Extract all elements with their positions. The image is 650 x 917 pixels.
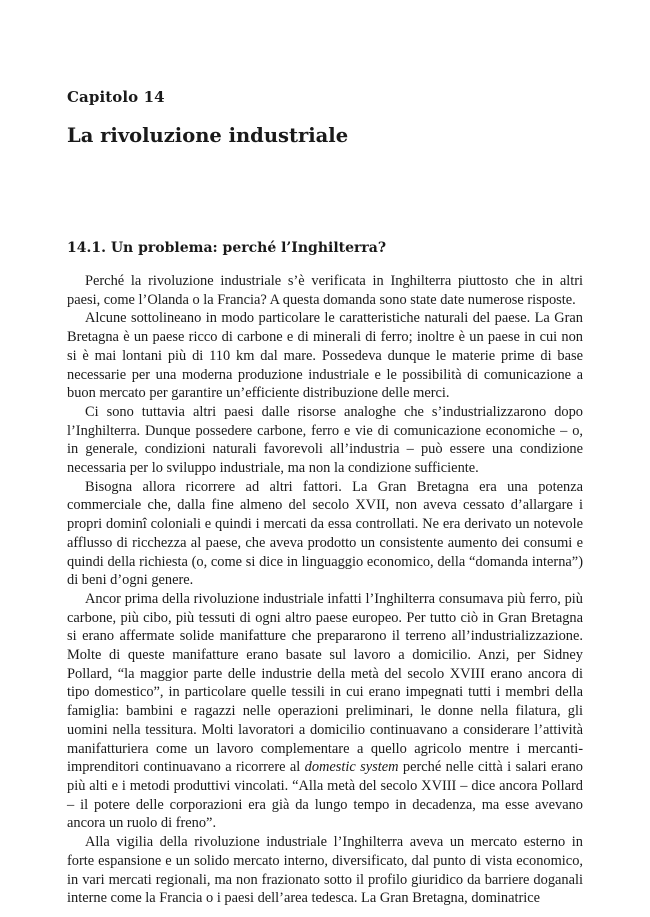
body-text (67, 272, 583, 908)
paragraph-2: Alcune sottolineano in modo particolare le caratteristiche naturali del paese. La Gran Bretagna è un paese ricco di carbone e di minerali di ferro; inoltre è un paese in cui non si è mai lontani più di 110 km dal mare. Possedeva dunque le materie prime di base necessarie per una moderna produzione industriale e le possibilità di comunicazione a buon mercato per garantire un’efficiente distribuzione delle merci. (67, 310, 583, 402)
section-heading: 14.1. Un problema: perché l’Inghilterra? (67, 240, 387, 256)
paragraph-3: Ci sono tuttavia altri paesi dalle risorse analoghe che s’industrializzarono dopo l’Inghilterra. Dunque possedere carbone, ferro e vie di comunicazione economiche – o, in generale, condizioni naturali favorevoli all’industria – può essere una condizione necessaria per lo sviluppo industriale, ma non la condizione sufficiente. (67, 403, 583, 477)
chapter-label: Capitolo 14 (67, 88, 165, 106)
paragraph-4: Bisogna allora ricorrere ad altri fattori. La Gran Bretagna era una potenza commerciale che, dalla fine almeno del secolo XVII, non aveva cessato d’allargare i propri dominî coloniali e quindi i mercati da essa controllati. Ne era derivato un notevole afflusso di ricchezza al paese, che aveva prodotto un consistente aumento dei consumi e quindi della richiesta (o, come si dice in linguaggio economico, della “domanda interna”) di beni d’ogni genere. (67, 478, 583, 589)
italic-term: domestic system (304, 759, 399, 776)
chapter-title: La rivoluzione industriale (67, 124, 349, 147)
book-page (67, 0, 583, 917)
paragraph-5-text-a: Ancor prima della rivoluzione industriale infatti l’Inghilterra consumava più ferro, più carbone, più cibo, più tessuti di ogni altro paese europeo. Per tutto ciò in Gran Bretagna si erano affermate solide manifatture che prepararono il terreno all’industrializzazione. Molte di queste manifatture erano basate sul lavoro a domicilio. Anzi, per Sidney Pollard, “la maggior parte delle industrie della metà del secolo XVIII erano ancora di tipo domestico”, in particolare quelle tessili in cui erano impegnati tutti i membri della famiglia: bambini e ragazzi nelle operazioni preliminari, le donne nella filatura, gli uomini nella tessitura. Molti lavoratori a domicilio continuavano a considerare l’attività manifatturiera come un lavoro complementare a quello agricolo mentre i mercanti-imprenditori continuavano a ricorrere al (67, 590, 583, 776)
paragraph-5-text-b: perché nelle città i salari erano più alti e i metodi produttivi vincolati. “Alla metà del secolo XVIII – dice ancora Pollard – il potere delle corporazioni era già da lungo tempo in decadenza, ma esse avevano ancora un ruolo di freno”. (67, 759, 583, 832)
paragraph-1: Perché la rivoluzione industriale s’è verificata in Inghilterra piuttosto che in altri paesi, come l’Olanda o la Francia? A questa domanda sono state date numerose risposte. (67, 273, 583, 308)
paragraph-6: Alla vigilia della rivoluzione industriale l’Inghilterra aveva un mercato esterno in forte espansione e un solido mercato interno, diversificato, dal punto di vista economico, in vari mercati regionali, ma non frazionato sotto il profilo giuridico da barriere doganali interne come la Francia o i paesi dell’area tedesca. La Gran Bretagna, dominatrice (67, 834, 583, 907)
paragraph-5 (67, 590, 583, 833)
